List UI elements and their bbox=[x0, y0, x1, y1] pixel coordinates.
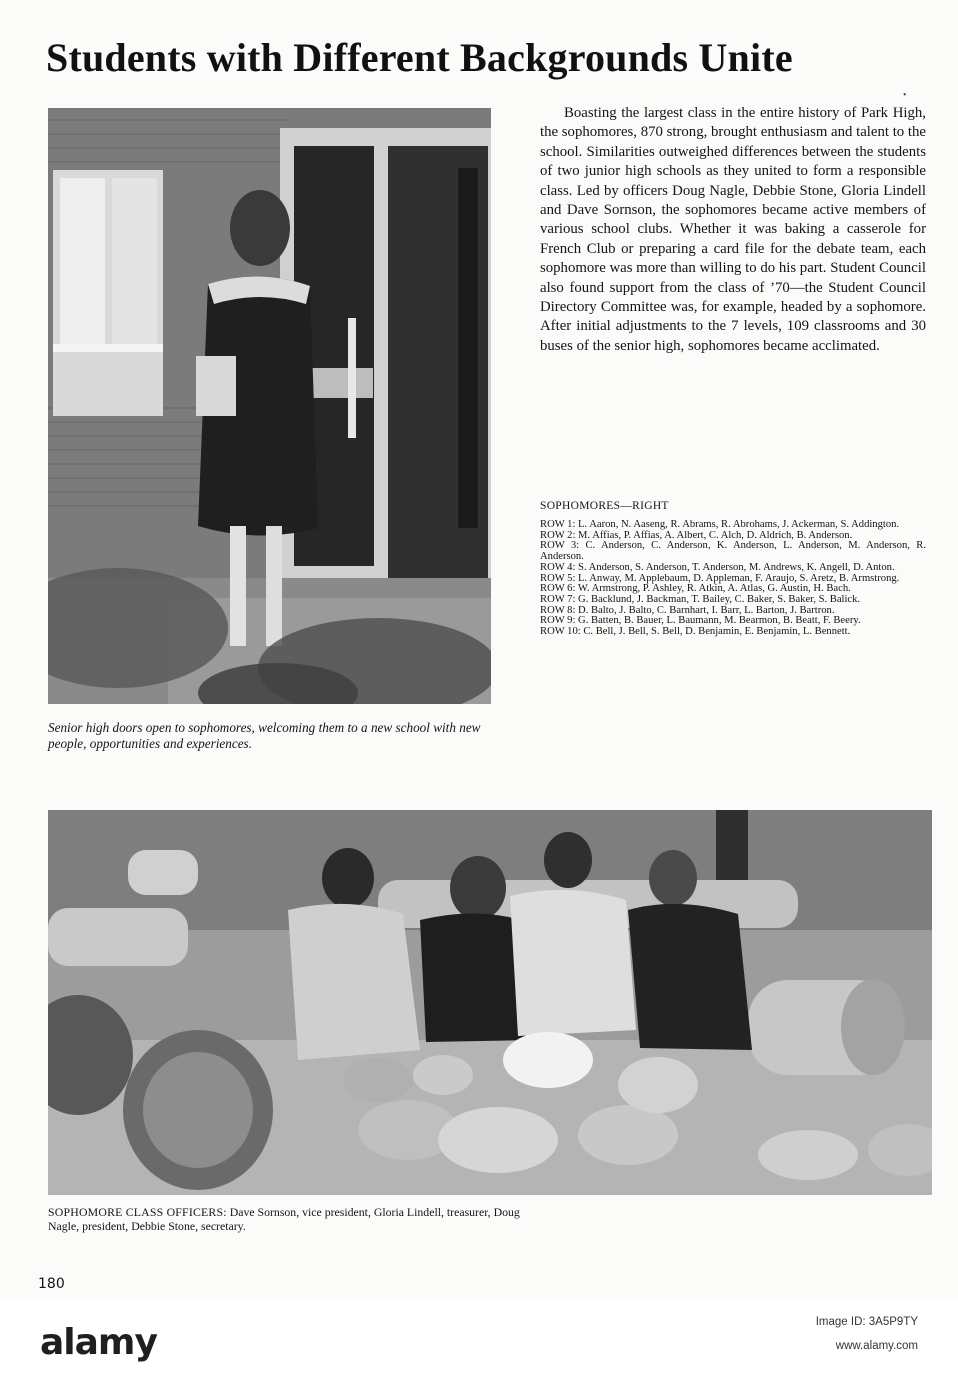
class-officers-photo-image bbox=[48, 810, 932, 1195]
roster-row: ROW 4: S. Anderson, S. Anderson, T. Anderson, M. Andrews, K. Angell, D. Anton. bbox=[540, 561, 895, 573]
roster-row: ROW 3: C. Anderson, C. Anderson, K. Anderson, L. Anderson, M. Anderson, R. Anderson. bbox=[540, 540, 926, 563]
roster-list bbox=[540, 520, 926, 638]
officers-caption-lead: SOPHOMORE CLASS OFFICERS: bbox=[48, 1205, 227, 1219]
watermark-image-id: Image ID: 3A5P9TY bbox=[815, 1316, 918, 1328]
roster-heading: SOPHOMORES—RIGHT bbox=[540, 500, 669, 512]
roster-row: ROW 1: L. Aaron, N. Aaseng, R. Abrams, R. Abrohams, J. Ackerman, S. Addington. bbox=[540, 519, 900, 530]
roster-row: ROW 5: L. Anway, M. Applebaum, D. Appleman, F. Araujo, S. Aretz, B. Armstrong. bbox=[540, 572, 900, 584]
roster-row: ROW 10: C. Bell, J. Bell, S. Bell, D. Benjamin, E. Benjamin, L. Bennett. bbox=[540, 626, 851, 638]
doorway-photo bbox=[48, 108, 491, 704]
doorway-photo-image bbox=[48, 108, 491, 704]
doorway-caption: Senior high doors open to sophomores, welcoming them to a new school with new people, opportunities and experiences. bbox=[48, 720, 481, 751]
watermark-brand: alamy bbox=[40, 1322, 157, 1363]
roster-row: ROW 8: D. Balto, J. Balto, C. Barnhart, I. Barr, L. Barton, J. Bartron. bbox=[540, 604, 835, 616]
page-number: 180 bbox=[38, 1276, 65, 1292]
article-body: Boasting the largest class in the entire history of Park High, the sophomores, 870 strong, brought enthusiasm and talent to the school. Similarities outweighed differences between the students of two junior high schools as they united to form a responsible class. Led by officers Doug Nagle, Debbie Stone, Gloria Lindell and Dave Sornson, the sophomores became active members of various school clubs. Whether it was baking a casserole for French Club or preparing a card file for the debate team, each sophomore was more than willing to do his part. Student Council also found support from the class of ’70—the Student Council Directory Committee was, for example, headed by a sophomore. After initial adjustments to the 7 levels, 109 classrooms and 30 buses of the senior high, sophomores became acclimated. bbox=[540, 105, 926, 354]
stray-mark: • bbox=[903, 90, 907, 101]
class-officers-photo bbox=[48, 810, 932, 1195]
roster-row: ROW 6: W. Armstrong, P. Ashley, R. Atkin, A. Atlas, G. Austin, H. Bach. bbox=[540, 583, 851, 595]
roster-row: ROW 2: M. Affias, P. Affias, A. Albert, C. Alch, D. Aldrich, B. Anderson. bbox=[540, 529, 853, 541]
officers-caption-text: Dave Sornson, vice president, Gloria Lindell, treasurer, Doug Nagle, president, Debbie Stone, secretary. bbox=[48, 1205, 520, 1233]
watermark-url: www.alamy.com bbox=[835, 1340, 918, 1352]
roster-row: ROW 9: G. Batten, B. Bauer, L. Baumann, M. Bearmon, B. Beatt, F. Beery. bbox=[540, 615, 861, 627]
officers-caption bbox=[48, 1206, 528, 1233]
roster-row: ROW 7: G. Backlund, J. Backman, T. Bailey, C. Baker, S. Baker, S. Balick. bbox=[540, 593, 861, 605]
page-title: Students with Different Backgrounds Unite bbox=[46, 35, 793, 80]
watermark-info bbox=[578, 1310, 918, 1358]
